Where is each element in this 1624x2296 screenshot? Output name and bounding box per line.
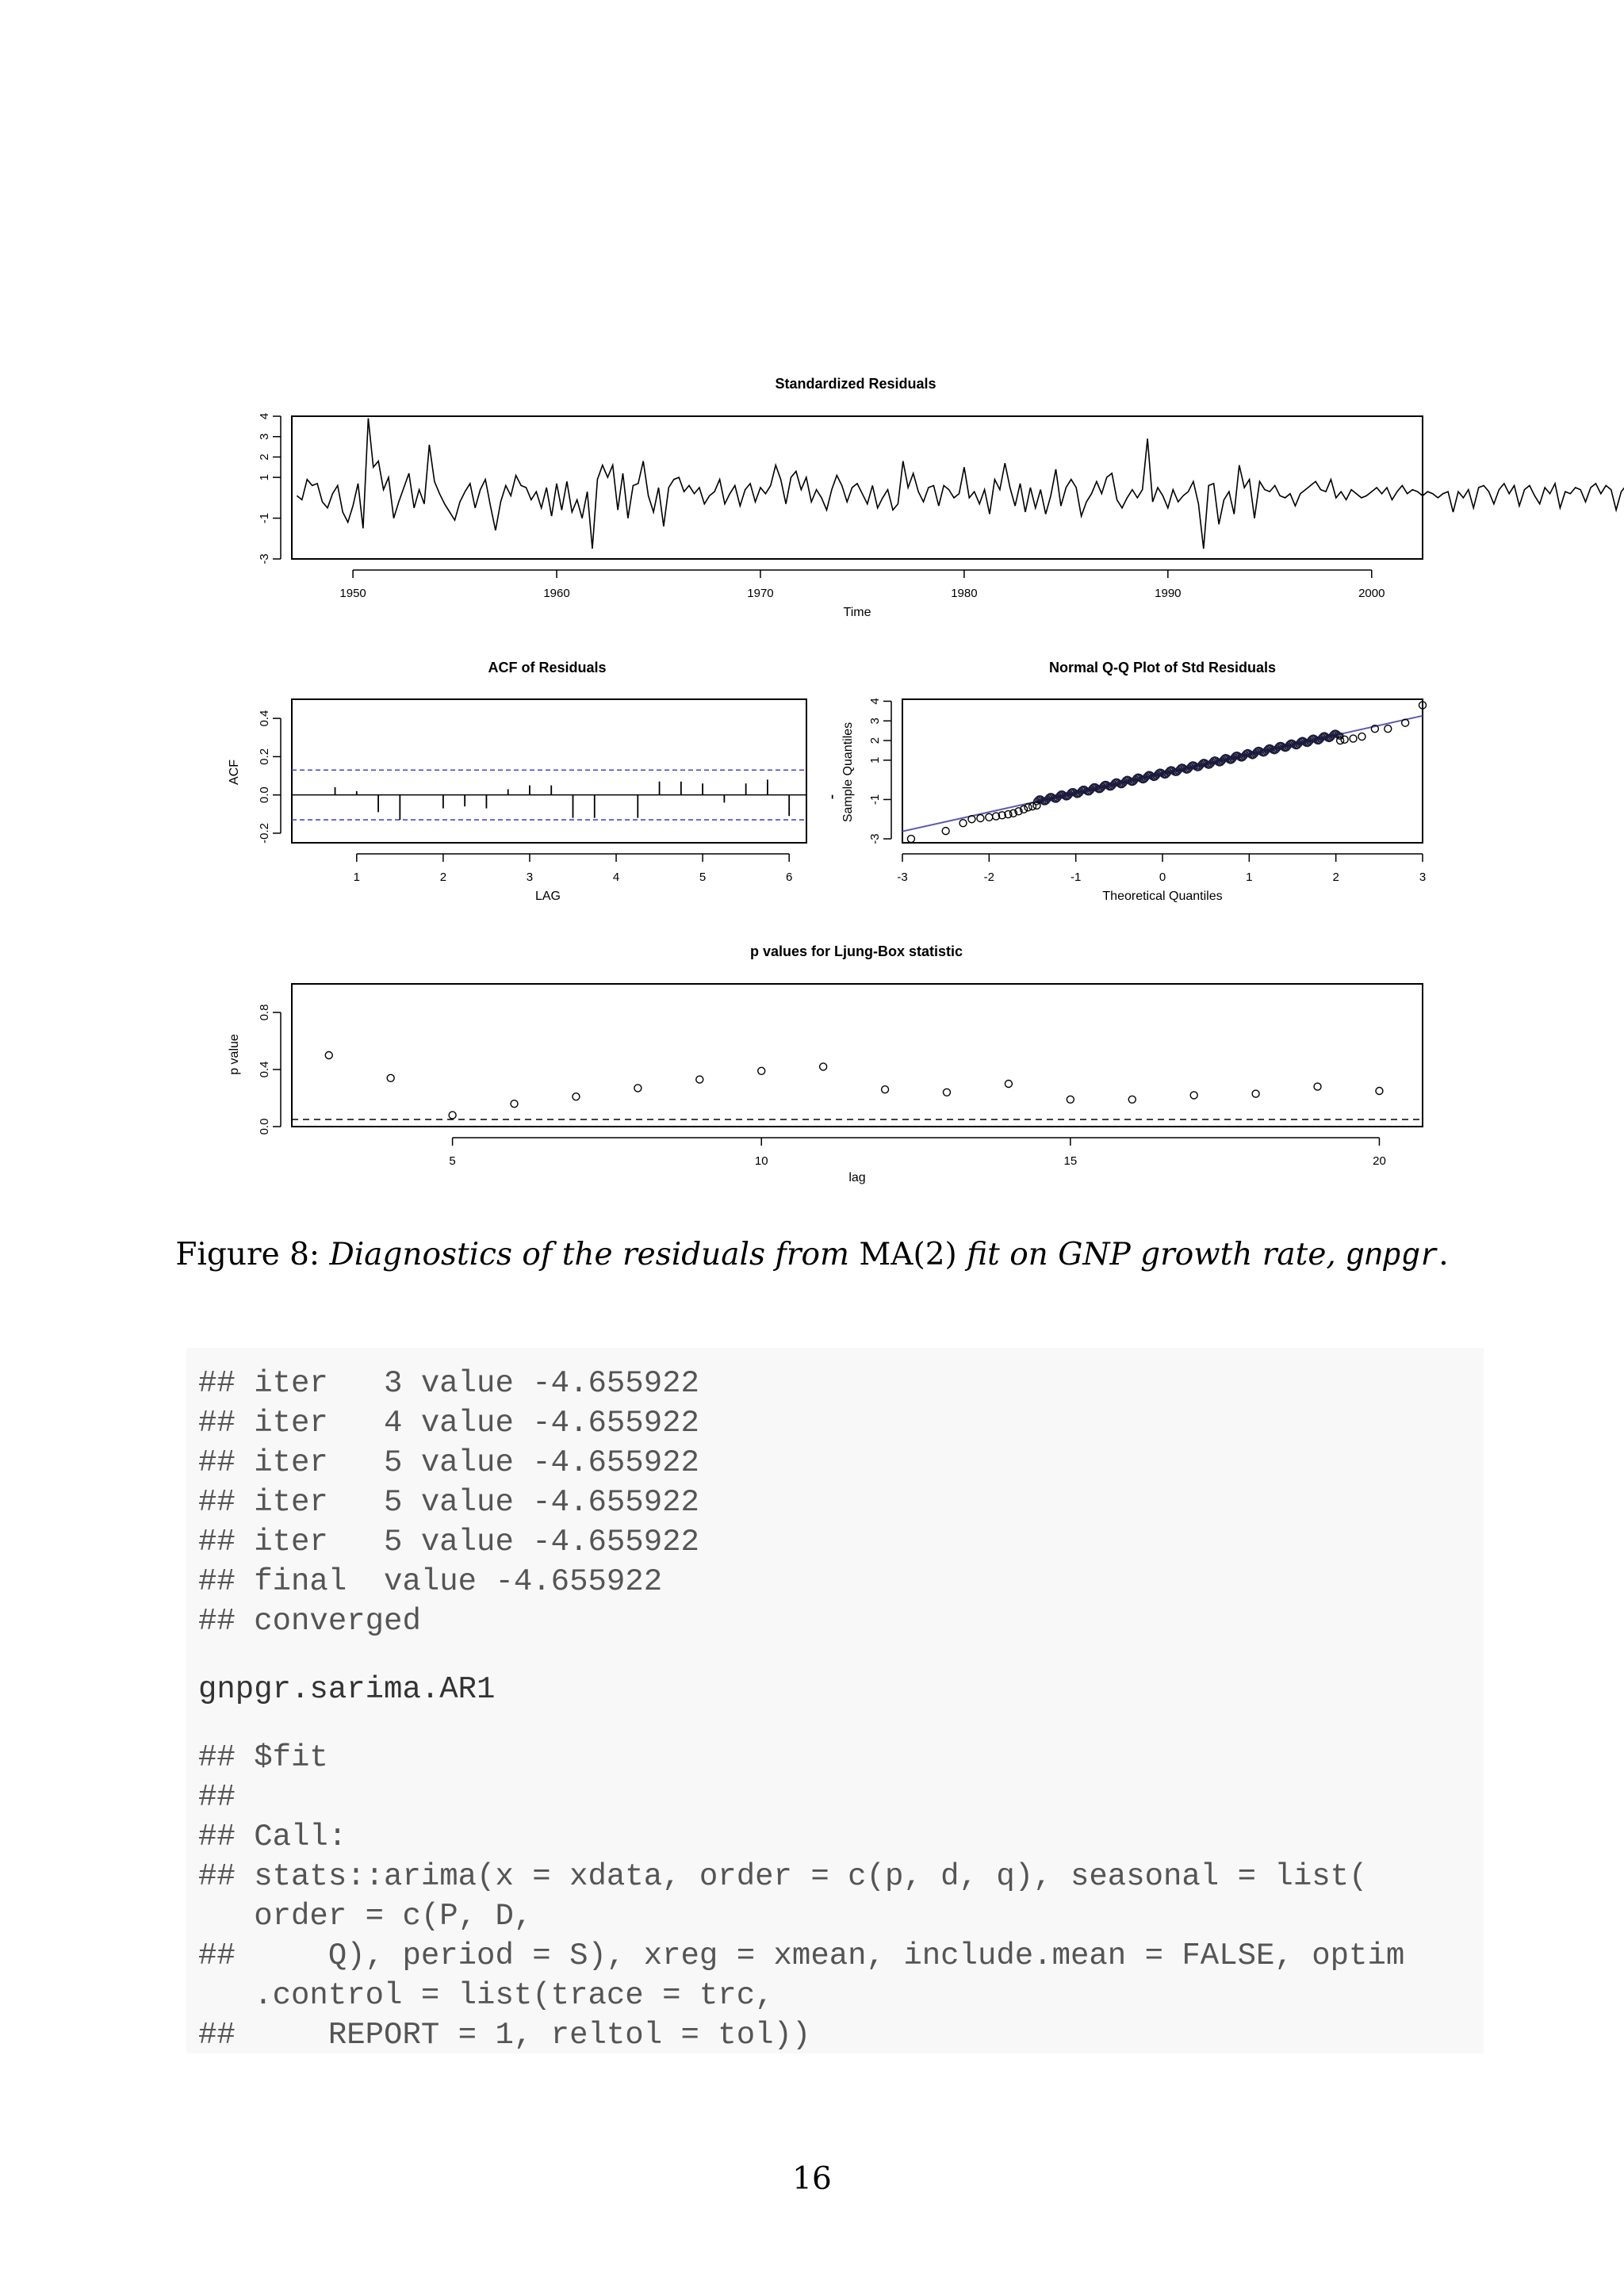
x-axis [897,854,1426,884]
code-output-line: ## iter 5 value -4.655922 [198,1525,699,1559]
x-tick-label: 1960 [543,587,570,600]
p-value-point [1067,1096,1074,1103]
p-value-point [573,1093,580,1100]
code-output-line: ## iter 5 value -4.655922 [198,1485,699,1520]
x-tick-label: 5 [449,1154,456,1168]
qq-panel [841,660,1427,903]
y-tick-label: 4 [258,412,271,420]
x-tick-label: 2 [1332,871,1339,884]
x-axis [354,854,793,884]
code-output-line: order = c(P, D, [198,1899,533,1934]
y-tick-label: -1 [258,512,271,524]
x-tick-label: 2000 [1358,587,1385,600]
panel-title: ACF of Residuals [488,660,607,675]
qq-points [907,702,1426,843]
x-tick-label: 1970 [747,587,774,600]
y-axis-label: ACF [228,760,241,785]
figure-caption [0,1237,1624,1274]
x-tick-label: 0 [1159,871,1166,884]
p-value-points [325,1052,1383,1119]
x-axis-label: lag [848,1171,866,1184]
y-tick-label: 0.0 [258,786,271,804]
x-tick-label: 5 [699,871,707,884]
code-output-line: ## Call: [198,1820,347,1854]
x-tick-label: 1 [353,871,360,884]
qq-point [959,820,967,827]
caption-text-2: fit on GNP growth rate, [967,1237,1336,1272]
x-tick-label: 4 [612,871,620,884]
y-tick-label: -3 [258,553,271,564]
caption-model: MA(2) [859,1237,957,1272]
caption-period: . [1438,1237,1449,1272]
code-output-line: ## $fit [198,1740,328,1775]
series-line [297,419,1624,549]
qq-point [1358,733,1365,740]
code-output-line: ## final value -4.655922 [198,1564,663,1599]
p-value-point [511,1100,518,1108]
y-tick-label: 0.8 [258,1004,271,1021]
p-value-point [387,1074,394,1081]
caption-variable: gnpgr [1346,1239,1439,1274]
y-axis [258,413,281,564]
x-tick-label: 15 [1063,1154,1078,1168]
y-tick-label: 4 [868,698,882,705]
y-axis [258,1004,281,1135]
p-value-point [1252,1090,1259,1097]
code-output-line: ## [198,1780,236,1815]
p-value-point [634,1085,642,1092]
code-output-line: ## stats::arima(x = xdata, order = c(p, d, q), seasonal = list( [198,1859,1368,1894]
code-output-line: .control = list(trace = trc, [198,1978,774,2013]
acf-panel [228,660,833,903]
y-tick-label: 0.4 [258,710,271,727]
y-tick-label: -1 [868,794,882,806]
x-tick-label: -2 [983,871,995,884]
p-value-point [1190,1092,1197,1099]
qq-point [907,836,914,843]
p-value-point [696,1076,703,1083]
x-tick-label: -1 [1070,871,1082,884]
panel-title: p values for Ljung-Box statistic [749,943,963,959]
y-tick-label: 2 [258,453,271,461]
panel-title: Standardized Residuals [775,376,936,392]
x-tick-label: 1 [1246,871,1253,884]
y-tick-label: 0.0 [258,1118,271,1135]
x-tick-label: 10 [754,1154,768,1168]
x-tick-label: 2 [439,871,447,884]
x-tick-label: 1980 [951,587,978,600]
x-axis [449,1138,1385,1168]
panel-title: Normal Q-Q Plot of Std Residuals [1048,660,1277,675]
p-value-point [1005,1081,1012,1088]
y-axis [868,698,891,844]
y-tick-label: 3 [258,433,271,440]
plot-frame [292,699,806,843]
y-tick-label: 0.2 [258,748,271,765]
code-input-line: gnpgr.sarima.AR1 [198,1672,496,1707]
x-axis-label: LAG [534,890,561,903]
code-output-line: ## converged [198,1604,421,1639]
page-number: 16 [792,2161,832,2197]
code-output-line: ## Q), period = S), xreg = xmean, include.mean = FALSE, optim [198,1938,1405,1973]
y-tick-label: 1 [868,756,882,764]
p-value-point [943,1089,950,1096]
plot-frame [292,416,1423,559]
x-tick-label: 3 [1419,871,1427,884]
p-value-point [1128,1096,1136,1103]
code-output-line: ## REPORT = 1, reltol = tol)) [198,2018,811,2053]
standardized-residuals-panel [258,376,1624,619]
qq-point [1385,725,1392,733]
y-tick-label: -3 [868,833,882,844]
p-value-point [325,1052,332,1059]
caption-label: Figure 8: [175,1237,320,1272]
p-value-point [1314,1083,1321,1090]
caption-text: Diagnostics of the residuals from [329,1237,849,1272]
p-value-point [758,1067,765,1074]
acf-bars [292,770,833,820]
qq-point [977,815,984,822]
y-tick-label: 1 [258,473,271,481]
x-tick-label: 1990 [1155,587,1182,600]
code-output-line: ## iter 4 value -4.655922 [198,1406,699,1441]
y-tick-label: 2 [868,737,882,744]
x-tick-label: -3 [897,871,908,884]
p-value-point [820,1063,827,1070]
code-output-line: ## iter 5 value -4.655922 [198,1445,699,1480]
x-axis-label: Theoretical Quantiles [1102,890,1223,903]
x-axis [339,570,1385,600]
x-tick-label: 1950 [339,587,366,600]
y-tick-label: 3 [868,718,882,725]
y-tick-label: -0.2 [258,823,271,844]
y-axis-label: Sample Quantiles [841,721,855,823]
p-value-point [449,1112,456,1119]
y-tick-label: 0.4 [258,1061,271,1078]
plot-frame [292,984,1423,1127]
qq-point [1341,736,1348,743]
qq-point [986,813,993,821]
qq-point [1350,735,1357,742]
p-value-point [882,1086,889,1093]
y-axis [258,710,281,844]
x-tick-label: 3 [526,871,534,884]
code-output-line: ## iter 3 value -4.655922 [198,1366,699,1401]
x-tick-label: 20 [1373,1154,1386,1168]
p-value-point [1376,1088,1383,1095]
x-axis-label: Time [843,606,871,619]
ljung-box-panel [228,943,1423,1184]
y-axis-label: p value [228,1034,241,1075]
x-tick-label: 6 [786,871,793,884]
qq-point [942,828,949,835]
